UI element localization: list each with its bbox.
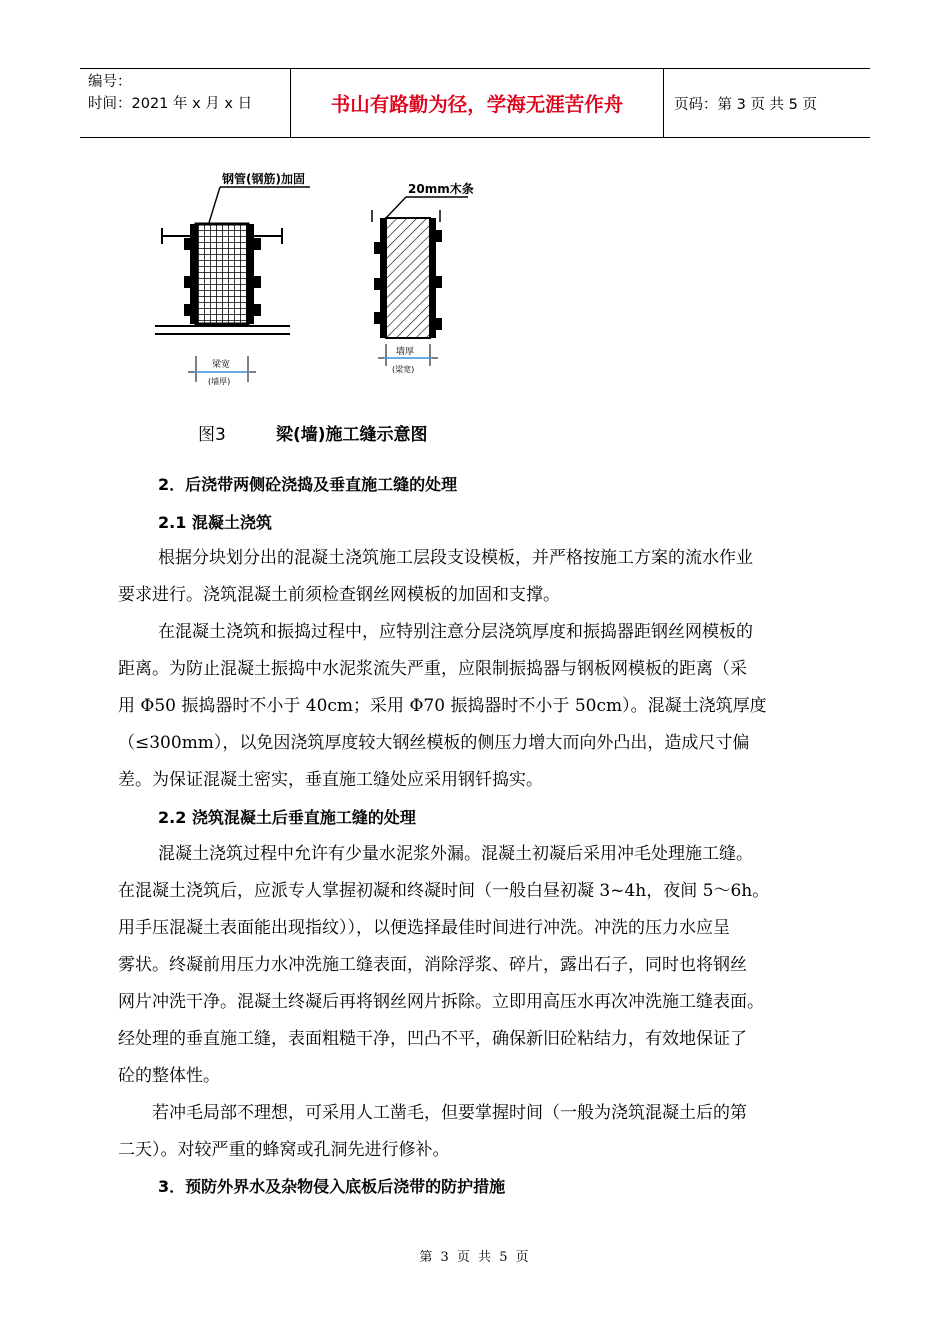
p3-line7: 砼的整体性。	[118, 1066, 220, 1086]
dim-left-sub: (墙厚)	[208, 377, 231, 386]
p2-line4: （≤300mm），以免因浇筑厚度较大钢丝模板的侧压力增大而向外凸出，造成尺寸偏	[118, 733, 750, 753]
p3-line3: 用手压混凝土表面能出现指纹）），以便选择最佳时间进行冲洗。冲洗的压力水应呈	[118, 918, 730, 938]
p2-line5: 差。为保证混凝土密实，垂直施工缝处应采用钢钎捣实。	[118, 770, 543, 790]
p4-line1: 若冲毛局部不理想，可采用人工凿毛，但要掌握时间（一般为浇筑混凝土后的第	[152, 1103, 747, 1123]
dim-right-main: 墙厚	[396, 347, 415, 357]
p2-line2: 距离。为防止混凝土振捣中水泥浆流失严重，应限制振捣器与钢板网模板的距离（采	[118, 659, 747, 679]
header-motto: 书山有路勤为径，学海无涯苦作舟	[290, 69, 664, 137]
p3-line6: 经处理的垂直施工缝，表面粗糙干净，凹凸不平，确保新旧砼粘结力，有效地保证了	[118, 1029, 747, 1049]
page-header	[80, 68, 870, 138]
joint-diagram	[150, 158, 490, 458]
header-page-info: 页码：第 3 页 共 5 页	[674, 96, 817, 113]
doc-time-label: 时间：2021 年 x 月 x 日	[88, 96, 253, 112]
doc-number-label: 编号：	[88, 74, 132, 90]
p3-line5: 网片冲洗干净。混凝土终凝后再将钢丝网片拆除。立即用高压水再次冲洗施工缝表面。	[118, 992, 764, 1012]
heading-2-2: 2.2 浇筑混凝土后垂直施工缝的处理	[158, 808, 416, 827]
p4-line2: 二天）。对较严重的蜂窝或孔洞先进行修补。	[118, 1140, 450, 1160]
p3-line4: 雾状。终凝前用压力水冲洗施工缝表面，消除浮浆、碎片，露出石子，同时也将钢丝	[118, 955, 747, 975]
p3-line2: 在混凝土浇筑后，应派专人掌握初凝和终凝时间（一般白昼初凝 3~4h，夜间 5～6h。	[118, 881, 770, 901]
heading-section-2: 2．后浇带两侧砼浇捣及垂直施工缝的处理	[158, 475, 458, 494]
heading-section-3: 3．预防外界水及杂物侵入底板后浇带的防护措施	[158, 1177, 506, 1196]
figure-caption: 梁(墙)施工缝示意图	[276, 425, 428, 445]
p3-line1: 混凝土浇筑过程中允许有少量水泥浆外漏。混凝土初凝后采用冲毛处理施工缝。	[158, 844, 753, 864]
figure-number: 图3	[198, 425, 226, 445]
heading-2-1: 2.1 混凝土浇筑	[158, 513, 272, 532]
dim-right-sub: (梁宽)	[392, 365, 415, 374]
p2-line1: 在混凝土浇筑和振捣过程中，应特别注意分层浇筑厚度和振捣器距钢丝网模板的	[158, 622, 753, 642]
label-wood-strip: 20mm木条	[408, 182, 474, 196]
label-steel-reinforce: 钢管(钢筋)加固	[222, 172, 305, 186]
construction-joint-figure	[150, 158, 490, 458]
page-footer: 第 3 页 共 5 页	[419, 1250, 531, 1265]
dim-left-main: 梁宽	[212, 360, 231, 370]
p1-line1: 根据分块划分出的混凝土浇筑施工层段支设模板，并严格按施工方案的流水作业	[158, 548, 753, 568]
header-meta	[80, 69, 290, 137]
p1-line2: 要求进行。浇筑混凝土前须检查钢丝网模板的加固和支撑。	[118, 585, 560, 605]
p2-line3: 用 Φ50 振捣器时不小于 40cm；采用 Φ70 振捣器时不小于 50cm）。混凝土浇筑厚度	[118, 696, 767, 716]
